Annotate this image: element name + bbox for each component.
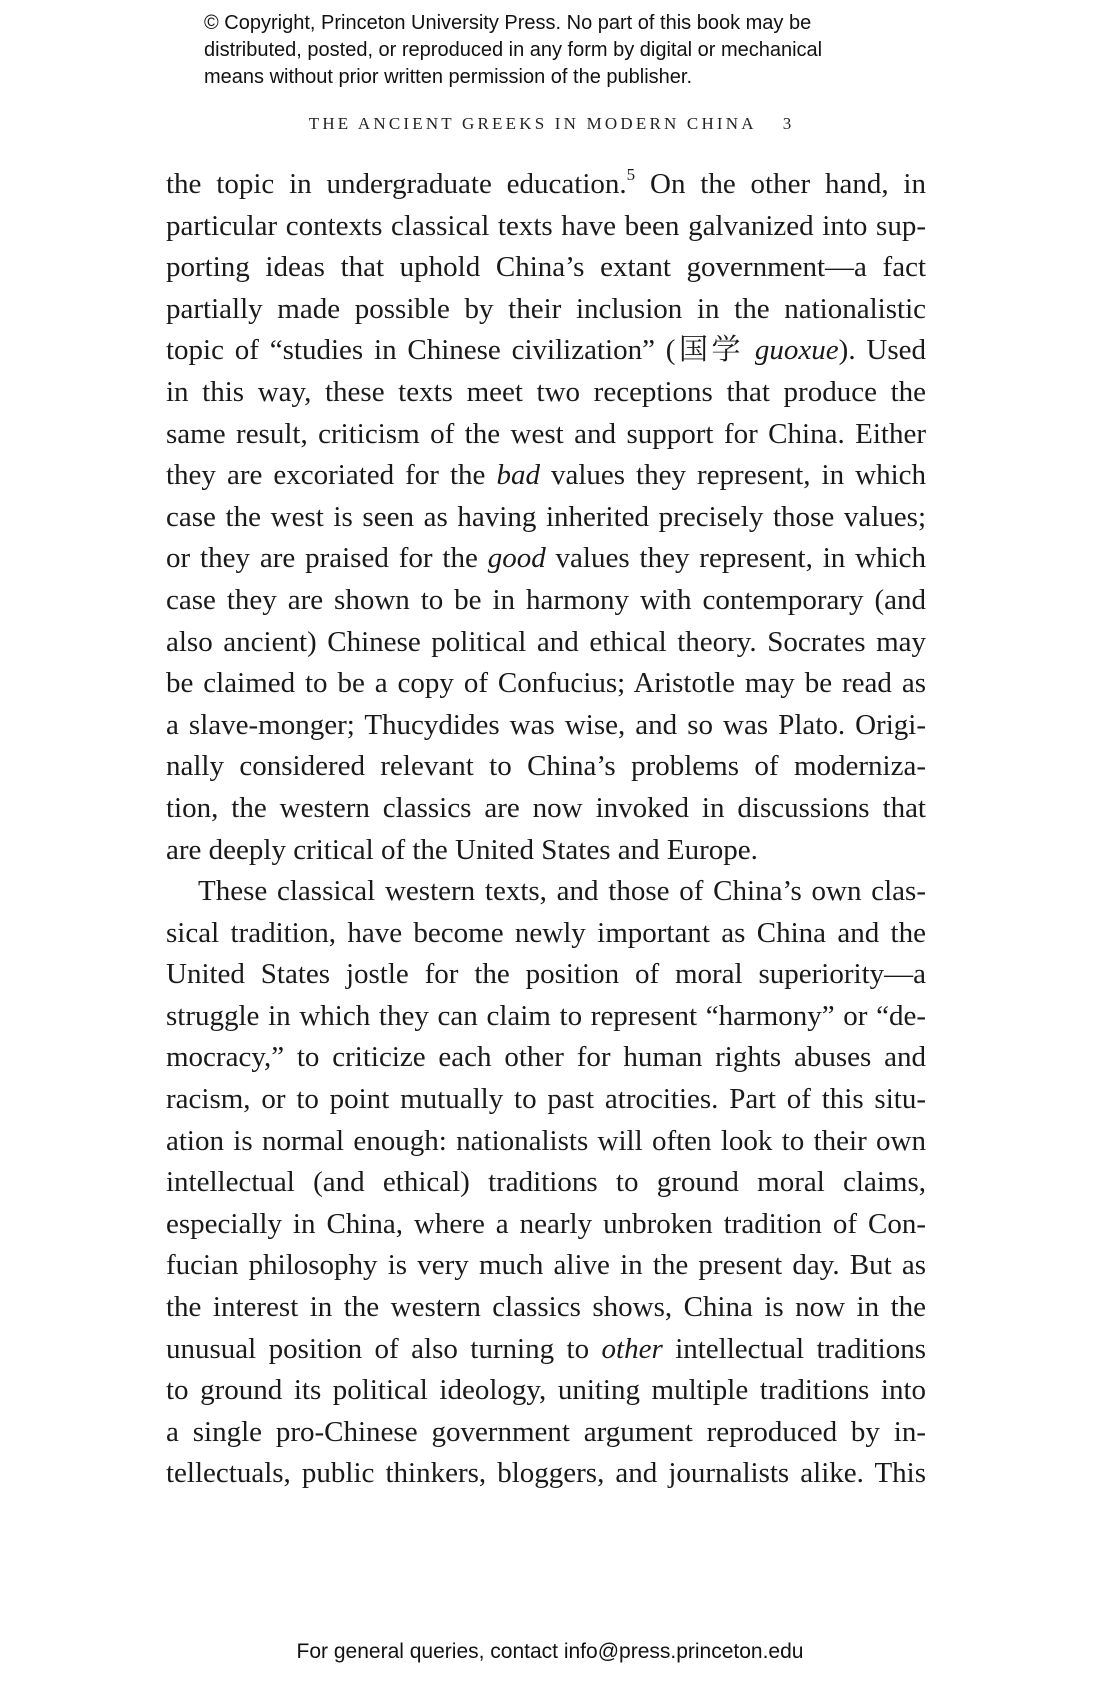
- italic-term: good: [487, 542, 546, 575]
- page-number: 3: [782, 114, 792, 133]
- text-line: the interest in the western classics shows, China is now in the: [166, 1291, 926, 1324]
- text-line: partially made possible by their inclusion in the nationalistic: [166, 292, 926, 325]
- text-line: United States jostle for the position of moral superiority—a: [166, 958, 926, 991]
- text-line: to ground its political ideology, uniting multiple traditions into: [166, 1374, 926, 1407]
- text-line: a single pro-Chinese government argument reproduced by in-: [166, 1415, 926, 1448]
- text-line: be claimed to be a copy of Confucius; Aristotle may be read as: [166, 667, 926, 700]
- text-span: values they represent, in which: [545, 542, 926, 575]
- copyright-line: © Copyright, Princeton University Press. No part of this book may be: [204, 12, 812, 34]
- running-head-title: THE ANCIENT GREEKS IN MODERN CHINA: [308, 114, 757, 133]
- text-line: ation is normal enough: nationalists will often look to their own: [166, 1124, 926, 1157]
- footer-contact: For general queries, contact info@press.princeton.edu: [296, 1640, 804, 1663]
- text-line: porting ideas that uphold China’s extant government—a fact: [166, 251, 926, 284]
- text-line: mocracy,” to criticize each other for human rights abuses and: [166, 1041, 926, 1074]
- text-line: tellectuals, public thinkers, bloggers, and journalists alike. This: [166, 1457, 926, 1490]
- body-text: [166, 164, 926, 1495]
- text-span: unusual position of also turning to: [166, 1332, 602, 1365]
- footnote-marker[interactable]: 5: [626, 165, 636, 185]
- text-line: especially in China, where a nearly unbroken tradition of Con-: [166, 1207, 926, 1240]
- text-line: [166, 164, 926, 206]
- text-span: ). Used: [838, 334, 926, 367]
- text-line: struggle in which they can claim to represent “harmony” or “de-: [166, 999, 926, 1032]
- text-line: These classical western texts, and those of China’s own clas-: [198, 875, 926, 908]
- text-line: a slave-monger; Thucydides was wise, and so was Plato. Origi-: [166, 708, 926, 741]
- italic-term: bad: [496, 459, 540, 492]
- text-span: they are excoriated for the: [166, 459, 497, 492]
- text-span: values they represent, in which: [539, 459, 926, 492]
- text-line: case the west is seen as having inherited precisely those values;: [166, 500, 926, 533]
- text-line: particular contexts classical texts have been galvanized into sup-: [166, 209, 926, 242]
- copyright-notice: [204, 10, 964, 91]
- copyright-line: distributed, posted, or reproduced in any form by digital or mechanical: [204, 39, 823, 61]
- running-head: [0, 114, 1100, 134]
- text-line: [166, 1329, 926, 1371]
- text-line: tion, the western classics are now invoked in discussions that: [166, 791, 926, 824]
- text-line: fucian philosophy is very much alive in the present day. But as: [166, 1249, 926, 1282]
- text-span: topic of “studies in Chinese civilization” (国学: [166, 334, 755, 367]
- text-line: same result, criticism of the west and support for China. Either: [166, 417, 926, 450]
- text-line: case they are shown to be in harmony with contemporary (and: [166, 583, 926, 616]
- text-line: are deeply critical of the United States and Europe.: [166, 833, 758, 866]
- text-span: intellectual traditions: [662, 1332, 927, 1365]
- text-line: also ancient) Chinese political and ethical theory. Socrates may: [166, 625, 926, 658]
- text-line: intellectual (and ethical) traditions to ground moral claims,: [166, 1166, 926, 1199]
- text-line: nally considered relevant to China’s problems of moderniza-: [166, 750, 926, 783]
- italic-term: other: [601, 1332, 663, 1365]
- text-line: [166, 330, 926, 372]
- text-line: racism, or to point mutually to past atrocities. Part of this situ-: [166, 1083, 926, 1116]
- text-span: On the other hand, in: [635, 168, 926, 200]
- text-line: in this way, these texts meet two receptions that produce the: [166, 375, 926, 408]
- italic-term: guoxue: [754, 334, 839, 367]
- text-span: or they are praised for the: [166, 542, 488, 575]
- text-span: the topic in undergraduate education.: [166, 168, 627, 200]
- text-line: [166, 538, 926, 580]
- copyright-line: means without prior written permission of the publisher.: [204, 66, 693, 88]
- text-line: sical tradition, have become newly important as China and the: [166, 916, 926, 949]
- text-line: [166, 455, 926, 497]
